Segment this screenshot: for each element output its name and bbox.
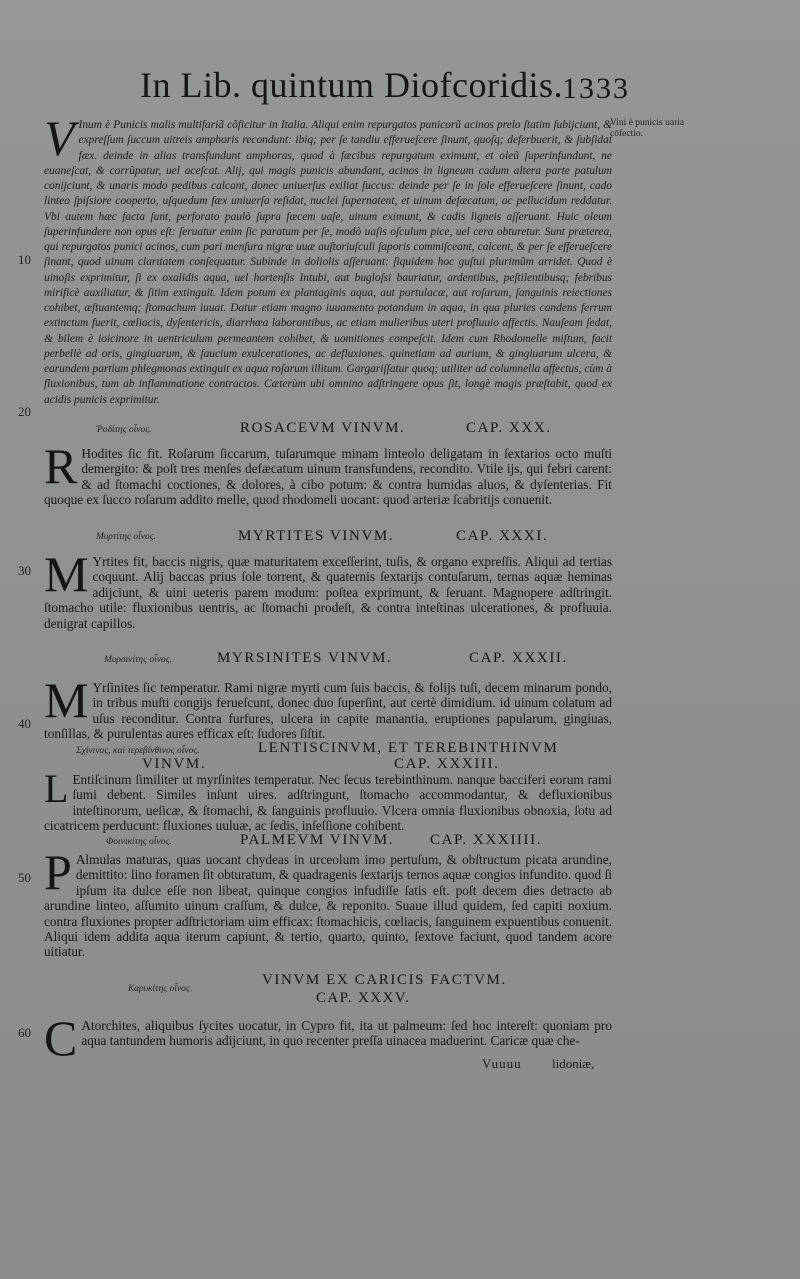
greek-title: Μυρτίτης οἶνος. (96, 532, 156, 542)
greek-title: Σχίνινος, καὶ τερεβίνθινος οἶνος. (76, 746, 200, 756)
chapter-heading (0, 740, 612, 774)
chapter-number: CAP. XXX. (466, 420, 552, 436)
chapter-title: VINVM EX CARICIS FACTVM. (262, 972, 507, 988)
chapter-paragraph (44, 672, 612, 742)
paragraph-text: Atorchites, aliquibus ſycites uocatur, in Cypro fit, ita ut palmeum: ſed hoc intereſt: quoniam pro aqua tantundem humoris adijciunt, in quo recenter preſſa uinacea maduerint. Caricæ quæ che- (81, 1018, 612, 1049)
margin-note: Vini è punicis uaria cōfectio. (610, 118, 685, 139)
page-number: 1333 (562, 72, 630, 105)
paragraph-text: Entiſcinum ſimiliter ut myrſinites temperatur. Nec ſecus terebinthinum. nanque bacciferi eorum rami ſumi debent. Similes inſunt uires. adſtringunt, ſtomacho accommodantur, & defluxionibus inteſtinorum, ueſicæ, & ſtomachi, & ſanguinis profluuio. Vlcera omnia fluxionibus obnoxia, ſotu ad cicatricem perducunt: fluxiones uuluæ, ac ſedis, inſeſſione cohibent. (44, 772, 612, 834)
chapter-paragraph (44, 546, 612, 631)
chapter-paragraph (44, 766, 612, 834)
drop-cap: V (44, 110, 75, 166)
drop-cap: C (44, 1010, 78, 1066)
catchword: lidoniæ, (552, 1056, 595, 1071)
chapter-title: MYRSINITES VINVM. (217, 650, 393, 666)
chapter-title: MYRTITES VINVM. (238, 528, 395, 544)
drop-cap: M (44, 546, 89, 602)
chapter-heading (0, 972, 612, 1010)
greek-title: Ῥοδίτης οἶνος. (96, 425, 152, 435)
line-number: 10 (18, 252, 31, 267)
chapter-title: ROSACEVM VINVM. (240, 420, 406, 436)
chapter-title-continued: VINVM. (142, 756, 207, 772)
chapter-heading (0, 648, 612, 684)
line-number: 40 (18, 716, 31, 731)
chapter-paragraph (44, 438, 612, 508)
line-number: 60 (18, 1025, 31, 1040)
chapter-title: LENTISCINVM, ET TEREBINTHINVM (258, 740, 559, 756)
paragraph-text: Yrſinites ſic temperatur. Rami nigræ myrti cum ſuis baccis, & folijs tuſi, decem minarum pondo, in tribus muſti congijs ferueſcunt, donec duo ſuperſint, aut certè dimidium. id uinum colatum ad uſus reconditur. Contra furfures, ulcera in capite manantia, eruptiones papularum, gingiuas, tonſillas, & purulentas aures efficax eſt: ſudores ſiſtit. (44, 680, 612, 742)
line-number: 20 (18, 404, 31, 419)
chapter-number: CAP. XXXV. (316, 990, 411, 1006)
chapter-number: CAP. XXXIII. (394, 756, 500, 772)
chapter-number: CAP. XXXIIII. (430, 832, 543, 848)
chapter-number: CAP. XXXII. (469, 650, 568, 666)
paragraph-text: Yrtites fit, baccis nigris, quæ maturitatem exceſſerint, tuſis, & organo expreſſis. Aliqui ad tertias coquunt. Alij baccas prius ſole torrent, & quaternis ſextarijs contuſarum, ternas aquæ heminas adijciunt, & uini ueteris parem modum: poſtea exprimunt, & ſeruant. Magnopere adſtringit. ſtomacho utile: fluxionibus uentris, ac ſtomachi prodeſt, & contra inteſtinas ulcerationes, & profluuia. denigrat capillos. (44, 554, 612, 631)
paragraph-text: Almulas maturas, quas uocant chydeas in urceolum imo pertuſum, & obſtructum picata arundine, demittito: lino foramen ſit obturatum, & quadragenis ſextarijs ternos aquæ congios infundito. quod ſi ipſum ita dulce eſſe non libeat, quinque congios infudiſſe ſatis eſt. poſt decem dies detracto ab arundine linteo, aſſumito uinum craſſum, & dulce, & reponito. Suaue illud quidem, ſed capiti noxium. contra fluxiones propter adſtrictoriam uim efficax: ſtomachicis, cœliacis, ſanguinem expuentibus conuenit. Aliqui idem addita aqua iterum capiunt, & tertio, quarto, quinto, ſextove faciunt, quod tandem acore uitiatur. (44, 852, 612, 960)
drop-cap: R (44, 438, 78, 494)
line-number: 30 (18, 563, 31, 578)
paragraph-text: Hodites ſic fit. Roſarum ſiccarum, tuſarumque minam linteolo deligatam in ſextarios octo muſti demergito: & poſt tres menſes defæcatum uinum transfundens, recondito. Vtile ijs, qui febri carent: & ad ſtomachi coctiones, & dolores, à cibo potum: & contra humidas aluos, & dyſenterias. Fit quoque ex ſucco roſarum addito melle, quod rhodomeli uocant: quod arteriæ ſcabritijs conuenit. (44, 446, 612, 508)
chapter-number: CAP. XXXI. (456, 528, 549, 544)
greek-title: Φοινικίτης οἶνος. (106, 837, 172, 847)
page-header (140, 64, 630, 108)
chapter-paragraph (44, 844, 612, 960)
greek-title: Μυρσινίτης οἶνος. (104, 655, 172, 665)
greek-title: Καρυκίτης οἶνος. (128, 984, 193, 994)
line-number: 50 (18, 870, 31, 885)
drop-cap: M (44, 672, 89, 728)
chapter-title: PALMEVM VINVM. (240, 832, 395, 848)
drop-cap: L (44, 766, 69, 811)
running-title: In Lib. quintum Diofcoridis. (140, 65, 563, 105)
paragraph-text: Inum è Punicis malis multifariã cõficitur in Italia. Aliqui enim repurgatos punicorũ acinos prelo ſtatim ſubijciunt, & expreſſum ſuccum uitreis amphoris recondunt: ibiq; per ſe tandiu efferueſcere ſinunt, quoſq; deferbuerit, & ſubſidat fæx. deinde in alias transfundunt amphoras, quod à fæcibus repurgatum eximunt, et oleũ ſuperinfundunt, ne euaneſcat, & corrũpatur, uel aceſcat. Alij, qui magis punicis abundant, acinos in ligneum cadum altera parte patulum conijciunt, & unaris modo pedibus calcant, donec uniuerſus exiliat ſuccus: deinde per ſe in ſole efferueſcere ſinunt, cado linteo ſpiſsiore cooperto, uſquedum fæx uniuerſa reſidat, nuclei ſupernatent, et uinum defæcatum, ac pellucidum reddatur. Vbi autem hæc facta ſunt, perforato paulò ſupra fæcem uaſe, uinum eximunt, & cadis ligneis aſſeruant. Huic oleum ſuperinfundere non opus eſt: ſeruatur enim ſic paratum per ſe, modò uaſis oſculum pice, uel cera obturetur. Sunt præterea, qui repurgatos punici acinos, cum pari menſura nigræ uuæ auſtoriuſculi ſaporis commiſceant, calcent, & per ſe efferueſcere ſinant, quod uinum clarιtatem conſequatur. Subinde in doliolis aſſeruant: ſiquidem hoc guſtui plurimũm arridet. Quod è uinoſis exprimitur, ſi ex oxalidis aqua, uel hortenſis Intubi, aut bugloſsi bauriatur, ardentibus, peſtilentibusq; febribus mirificè auxiliatur, & ſitim extinguit. Idem potum ex plantaginis aqua, aut portulacæ, aut roſarum, ſanguinis reiectiones cohibet, æſtuantemq; ſtomachum iuuat. Datur etiam magno iuuamento potandum in aqua, in qua pluries candens ferrum extinctum fuerit, cœliacis, dyſentericis, diarrhœa laborantibus, ac etiam mulieribus uteri profluuio affectis. Nauſeam ſedat, & bilem è ioicinore in uentriculum permeantem cohibet, & uomitiones compeſcit. Idem cum Rhodomelle miſtum, facit perbellè ad oris, gingiuarum, & faucium exulcerationes, ac defluxiones. quinetiam ad aurium, & gingiuarum ulcera, & earundem partium phlegmonas extinguit ex aqua roſarum illitum. Gargariſſatur quoq; utiliter ad columnella affectus, cùm à fluxionibus, tum ab inflammatione contractos. Cæterùm ubi omnino adſtringere opus ſit, longè magis præſtabit, quod ex acidis punicis exprimitur. (44, 119, 612, 406)
commentary-paragraph (44, 110, 612, 408)
drop-cap: P (44, 844, 72, 900)
signature-mark: Vuuuu (482, 1056, 522, 1071)
